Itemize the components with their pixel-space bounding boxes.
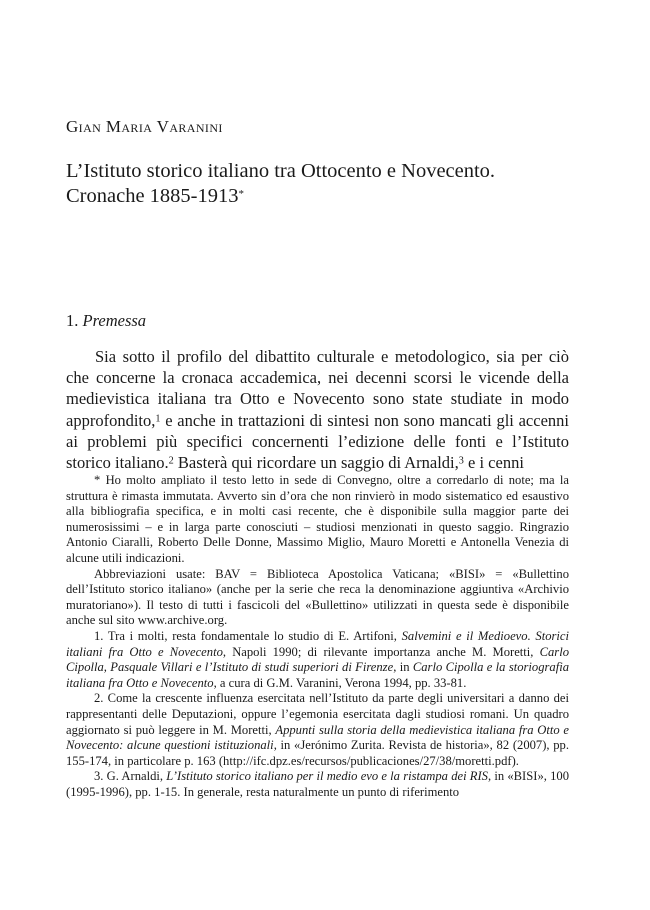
body-text-3: Basterà qui ricordare un saggio di Arnaldi, [173,453,459,473]
footnote-2-text-a: 2. Come la crescente influenza esercitata nell’Istituto da parte degli universitari a danno dei rappresentanti delle Deputazioni, oppure l’egemonia esercitata dagli studiosi romani. Un quadro aggiornato si può leggere in M. Moretti, [66,691,569,737]
footnote-ref-2: 2 [168,455,174,467]
footnote-1-text-a: 1. Tra i molti, resta fondamentale lo studio di E. Artifoni, [94,628,402,643]
footnote-1-title-1: Salvemini e il Medioevo. Storici italiani fra Otto e Novecento [66,628,569,659]
footnote-3 [66,769,569,800]
author-name: Gian Maria Varanini [66,117,223,136]
footnote-1-title-2: Carlo Cipolla, Pasquale Villari e l’Istituto di studi superiori di Firenze [66,644,569,675]
body-text-4: e i cenni [463,453,524,473]
title-line-2-text: Cronache 1885-1913 [66,185,239,207]
footnote-1-text-c: , Napoli 1990; di rilevante importanza anche M. Moretti, [222,644,540,659]
body-text-2: e anche in trattazioni di sintesi non sono mancati gli accenni ai problemi più specifici concernenti l’edizione delle fonti e l’Istituto storico italiano. [66,410,569,473]
footnote-1-text-e: , in [393,660,413,675]
article-title [66,159,586,209]
footnote-1-title-3: Carlo Cipolla e la storiografia italiana fra Otto e Novecento [66,660,570,690]
footnote-ref-1: 1 [155,413,161,425]
body-text-1: Sia sotto il profilo del dibattito culturale e metodologico, sia per ciò che concerne la cronaca accademica, nei decenni scorsi le vicende della medievistica italiana tra Otto e Novecento sono state studiate in modo approfondito, [66,347,569,430]
footnote-abbreviations: Abbreviazioni usate: BAV = Biblioteca Apostolica Vaticana; «BISI» = «Bullettino dell’Istituto storico italiano» (anche per la serie che reca la denominazione aggiuntiva «Archivio muratoriano»). Il testo di tutti i fascicoli del «Bullettino» utilizzati in questa sede è disponibile anche sul sito www.archive.org. [66,566,569,628]
footnote-star: * Ho molto ampliato il testo letto in sede di Convegno, oltre a corredarlo di note; ma la struttura è rimasta immutata. Avverto sin d’ora che non rinvierò in modo sistematico ed esaustivo alla bibliografia specifica, e in molti casi recente, che è disponibile sulla maggior parte dei numerosissimi – e in larga parte conosciuti – studiosi menzionati in questo saggio. Ringrazio Antonio Ciaralli, Roberto Delle Donne, Massimo Miglio, Mauro Moretti e Antonella Venezia di alcune utili indicazioni. [66,473,569,565]
section-number: 1. [66,311,79,330]
section-title: Premessa [82,311,147,330]
title-line-2 [66,184,586,209]
footnote-1 [66,629,569,691]
footnote-2-title: Appunti sulla storia della medievistica italiana fra Otto e Novecento: alcune questioni istituzionali [66,722,569,753]
footnote-2 [66,691,569,769]
footnote-ref-3: 3 [458,455,464,467]
body-paragraph [66,346,569,473]
footnote-3-text-a: 3. G. Arnaldi, [94,769,167,784]
footnote-3-text-c: , in «BISI», 100 (1995-1996), pp. 1-15. In generale, resta naturalmente un punto di riferimento [66,769,569,799]
title-footnote-marker: * [238,188,244,201]
footnote-3-title: L’Istituto storico italiano per il medio evo e la ristampa dei RIS [166,769,488,784]
footnote-1-text-g: , a cura di G.M. Varanini, Verona 1994, pp. 33-81. [213,675,467,690]
title-line-1: L’Istituto storico italiano tra Ottocento e Novecento. [66,160,496,182]
section-heading [66,311,146,331]
footnotes [66,473,569,800]
footnote-2-text-c: , in «Jerónimo Zurita. Revista de historia», 82 (2007), pp. 155-174, in particolare p. 163 (http://ifc.dpz.es/recursos/publicaciones/27/38/moretti.pdf). [66,738,569,768]
